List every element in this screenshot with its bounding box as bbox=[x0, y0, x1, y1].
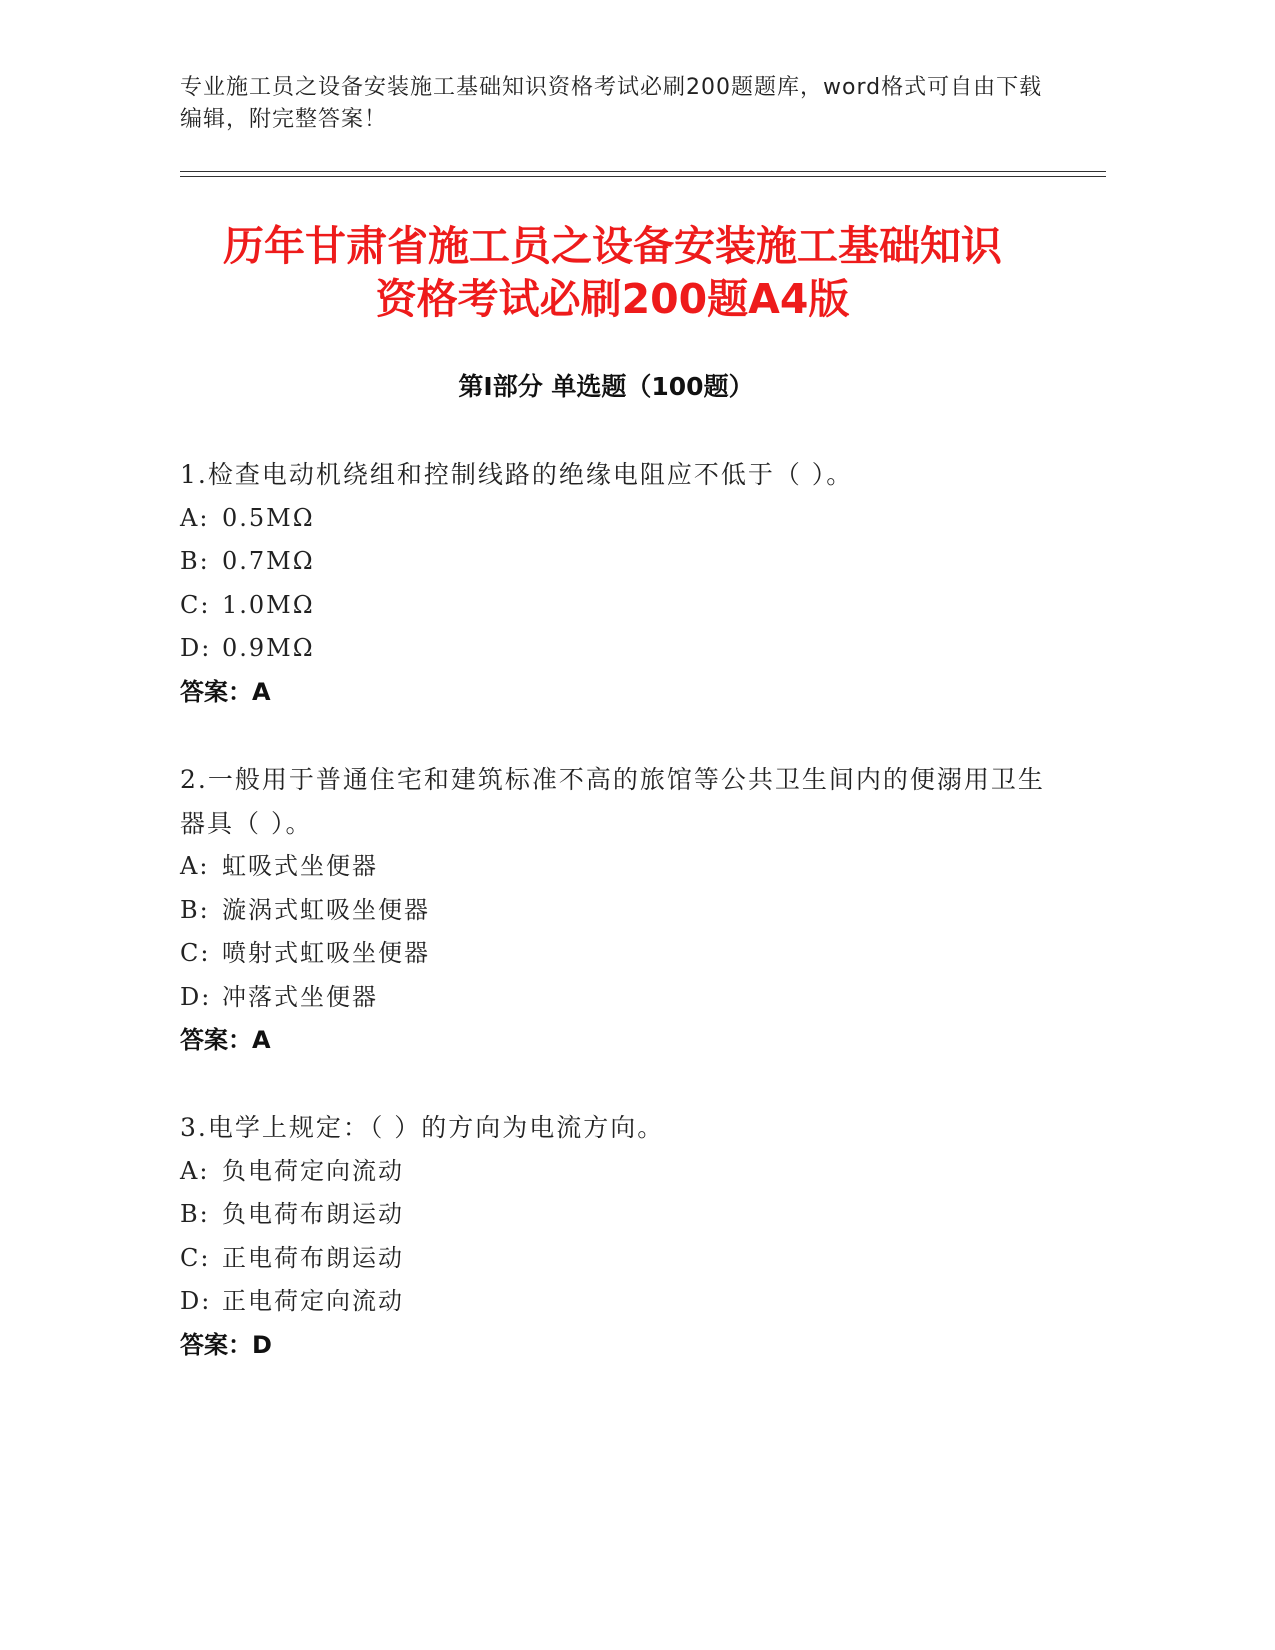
option-text: 漩涡式虹吸坐便器 bbox=[222, 895, 430, 924]
option-text: 1.0MΩ bbox=[222, 590, 315, 619]
question-2 bbox=[180, 758, 1060, 1063]
option-letter: A: bbox=[180, 852, 210, 880]
document-title bbox=[150, 220, 1075, 326]
section-title: 第I部分 单选题（100题） bbox=[458, 372, 754, 401]
answer-value: D bbox=[252, 1330, 272, 1359]
option-text: 0.7MΩ bbox=[222, 547, 315, 575]
option-text: 正电荷布朗运动 bbox=[222, 1243, 404, 1272]
question-text: 3.电学上规定：（ ）的方向为电流方向。 bbox=[180, 1113, 665, 1142]
option-text: 负电荷布朗运动 bbox=[222, 1200, 404, 1228]
option-a bbox=[180, 497, 1060, 541]
option-b bbox=[180, 889, 1060, 933]
option-d bbox=[180, 627, 1060, 671]
option-text: 虹吸式坐便器 bbox=[222, 852, 378, 880]
answer-label: 答案： bbox=[180, 1330, 252, 1359]
option-b bbox=[180, 1193, 1060, 1237]
option-letter: A: bbox=[180, 1156, 210, 1185]
option-letter: D: bbox=[180, 1287, 212, 1315]
question-text: 1.检查电动机绕组和控制线路的绝缘电阻应不低于（ ）。 bbox=[180, 460, 854, 489]
answer-value: A bbox=[252, 1026, 271, 1054]
option-letter: A: bbox=[180, 503, 210, 532]
option-text: 喷射式虹吸坐便器 bbox=[222, 939, 430, 967]
option-a bbox=[180, 1150, 1060, 1194]
option-c bbox=[180, 932, 1060, 976]
option-letter: D: bbox=[180, 634, 212, 662]
option-letter: B: bbox=[180, 547, 210, 575]
document-title-line-2: 资格考试必刷200题A4版 bbox=[375, 275, 850, 323]
option-letter: B: bbox=[180, 895, 210, 924]
header-note: 专业施工员之设备安装施工基础知识资格考试必刷200题题库，word格式可自由下载编辑，附完整答案！ bbox=[180, 75, 1043, 132]
document-title-line-1: 历年甘肃省施工员之设备安装施工基础知识 bbox=[223, 222, 1002, 270]
answer-line bbox=[180, 1324, 1060, 1368]
option-c bbox=[180, 1237, 1060, 1281]
option-text: 冲落式坐便器 bbox=[222, 982, 378, 1011]
header-divider bbox=[180, 171, 1106, 177]
answer-line bbox=[180, 671, 1060, 715]
option-d bbox=[180, 1280, 1060, 1324]
option-text: 0.5MΩ bbox=[222, 503, 315, 532]
option-letter: C: bbox=[180, 590, 211, 619]
question-1 bbox=[180, 453, 1060, 714]
option-text: 正电荷定向流动 bbox=[222, 1287, 404, 1315]
answer-value: A bbox=[252, 677, 271, 706]
question-text: 2.一般用于普通住宅和建筑标准不高的旅馆等公共卫生间内的便溺用卫生器具（ ）。 bbox=[180, 765, 1045, 838]
answer-label: 答案： bbox=[180, 677, 252, 706]
option-letter: C: bbox=[180, 1243, 211, 1272]
answer-line bbox=[180, 1019, 1060, 1063]
option-letter: C: bbox=[180, 939, 211, 967]
answer-label: 答案： bbox=[180, 1026, 252, 1054]
option-letter: D: bbox=[180, 982, 212, 1011]
option-text: 负电荷定向流动 bbox=[222, 1156, 404, 1185]
option-letter: B: bbox=[180, 1200, 210, 1228]
option-b bbox=[180, 540, 1060, 584]
question-3 bbox=[180, 1106, 1060, 1367]
option-a bbox=[180, 845, 1060, 889]
option-d bbox=[180, 976, 1060, 1020]
option-c bbox=[180, 584, 1060, 628]
option-text: 0.9MΩ bbox=[222, 634, 315, 662]
